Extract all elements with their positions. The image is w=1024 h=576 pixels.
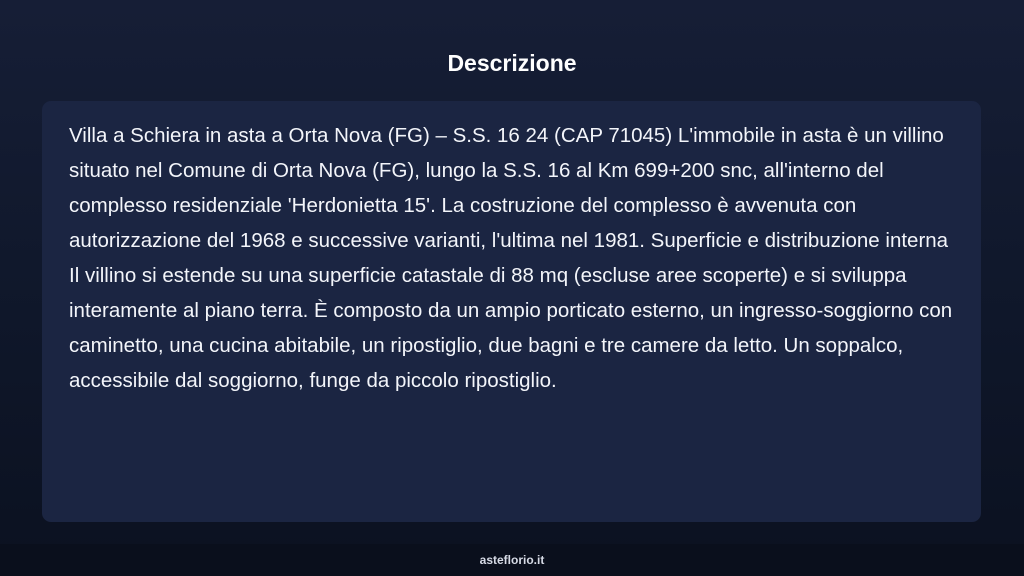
footer-bar [0, 544, 1024, 576]
description-text: Villa a Schiera in asta a Orta Nova (FG) – S.S. 16 24 (CAP 71045) L'immobile in asta è un villino situato nel Comune di Orta Nova (FG), lungo la S.S. 16 al Km 699+200 snc, all'interno del complesso residenziale 'Herdonietta 15'. La costruzione del complesso è avvenuta con autorizzazione del 1968 e successive varianti, l'ultima nel 1981. Superficie e distribuzione interna Il villino si estende su una superficie catastale di 88 mq (escluse aree scoperte) e si sviluppa interamente al piano terra. È composto da un ampio porticato esterno, un ingresso-soggiorno con caminetto, una cucina abitabile, un ripostiglio, due bagni e tre camere da letto. Un soppalco, accessibile dal soggiorno, funge da piccolo ripostiglio. [69, 124, 953, 392]
footer-site-label: asteflorio.it [479, 553, 545, 567]
page-title: Descrizione [447, 50, 577, 76]
description-card [42, 101, 981, 522]
